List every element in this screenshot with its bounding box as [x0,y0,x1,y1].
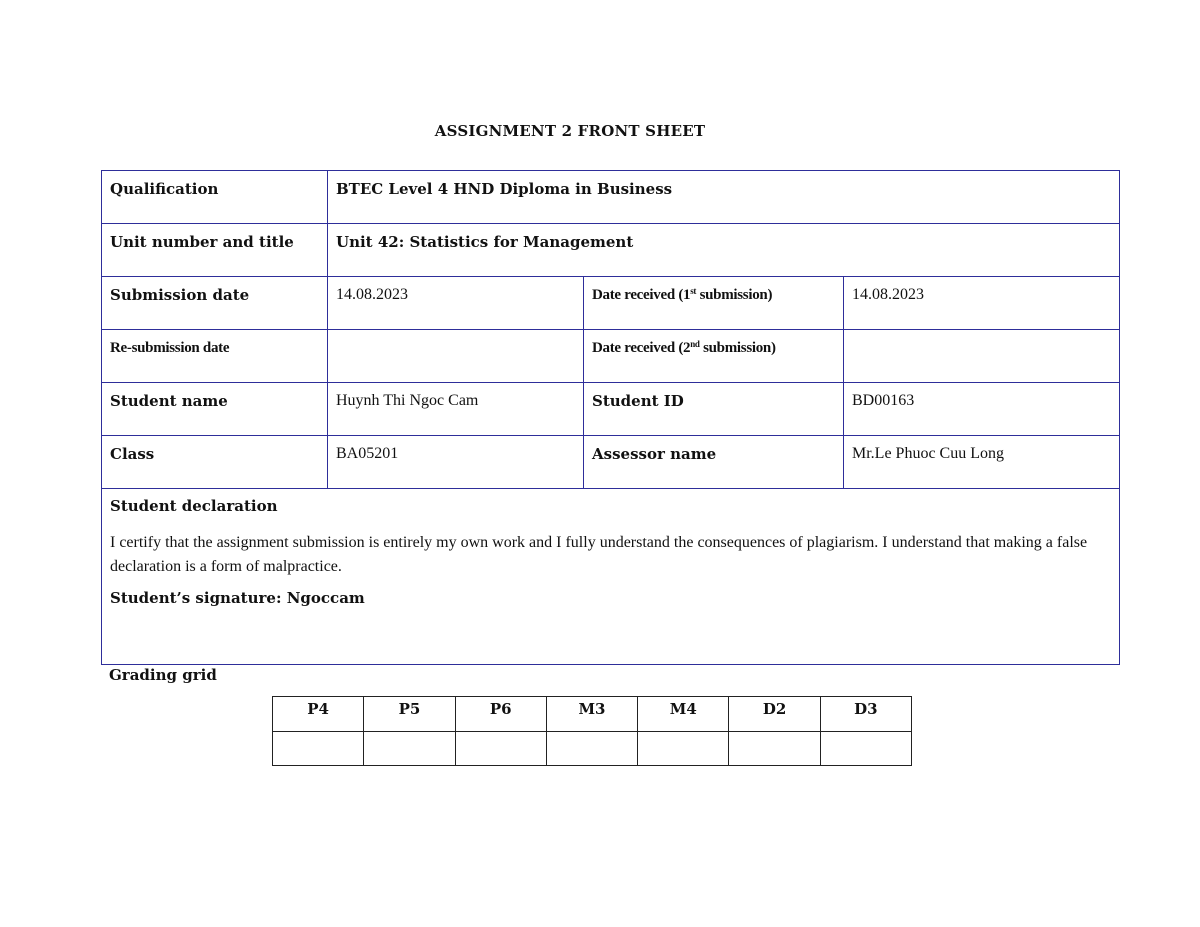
declaration-text: I certify that the assignment submission is entirely my own work and I fully understand the consequences of plagiarism. I understand that making a false declaration is a form of malpractice. [110,534,1088,575]
front-sheet-table [101,170,1120,665]
resubmission-date-value [328,330,584,383]
grading-grid-heading: Grading grid [109,666,217,684]
grading-criteria-row [273,697,912,732]
grade-criterion-header: P5 [364,697,455,732]
grade-cell [455,732,546,766]
class-row [102,436,1120,489]
resubmission-date-label: Re-submission date [102,330,328,383]
declaration-heading: Student declaration [110,497,278,515]
submission-date-label: Submission date [102,277,328,330]
submission-row [102,277,1120,330]
student-signature: Student’s signature: Ngoccam [110,589,365,607]
assessor-label: Assessor name [584,436,844,489]
resubmission-row [102,330,1120,383]
date-received-2-value [844,330,1120,383]
grading-result-row [273,732,912,766]
grade-cell [820,732,911,766]
unit-row [102,224,1120,277]
student-name-value: Huynh Thi Ngoc Cam [328,383,584,436]
student-id-value: BD00163 [844,383,1120,436]
grading-grid-table [272,696,912,766]
unit-value: Unit 42: Statistics for Management [328,224,1120,277]
declaration-row [102,489,1120,665]
assessor-value: Mr.Le Phuoc Cuu Long [844,436,1120,489]
grade-cell [546,732,637,766]
qualification-value: BTEC Level 4 HND Diploma in Business [328,171,1120,224]
grade-criterion-header: M4 [638,697,729,732]
grade-criterion-header: P4 [273,697,364,732]
grade-cell [364,732,455,766]
date-received-2-sup: nd [690,339,700,349]
date-received-1-label [584,277,844,330]
grade-criterion-header: P6 [455,697,546,732]
date-received-2-suffix: submission) [699,340,776,356]
unit-label: Unit number and title [102,224,328,277]
class-value: BA05201 [328,436,584,489]
date-received-2-prefix: Date received (2 [592,340,691,356]
grade-cell [273,732,364,766]
date-received-1-value: 14.08.2023 [844,277,1120,330]
qualification-label: Qualification [102,171,328,224]
grade-cell [729,732,820,766]
page-title: ASSIGNMENT 2 FRONT SHEET [434,122,706,140]
grade-criterion-header: D2 [729,697,820,732]
date-received-1-prefix: Date received (1 [592,287,691,303]
grade-cell [638,732,729,766]
grade-criterion-header: M3 [546,697,637,732]
student-name-row [102,383,1120,436]
student-declaration [102,489,1120,665]
qualification-row [102,171,1120,224]
class-label: Class [102,436,328,489]
date-received-2-label [584,330,844,383]
date-received-1-suffix: submission) [696,287,773,303]
student-name-label: Student name [102,383,328,436]
grade-criterion-header: D3 [820,697,911,732]
student-id-label: Student ID [584,383,844,436]
date-received-1-sup: st [690,286,697,296]
submission-date-value: 14.08.2023 [328,277,584,330]
